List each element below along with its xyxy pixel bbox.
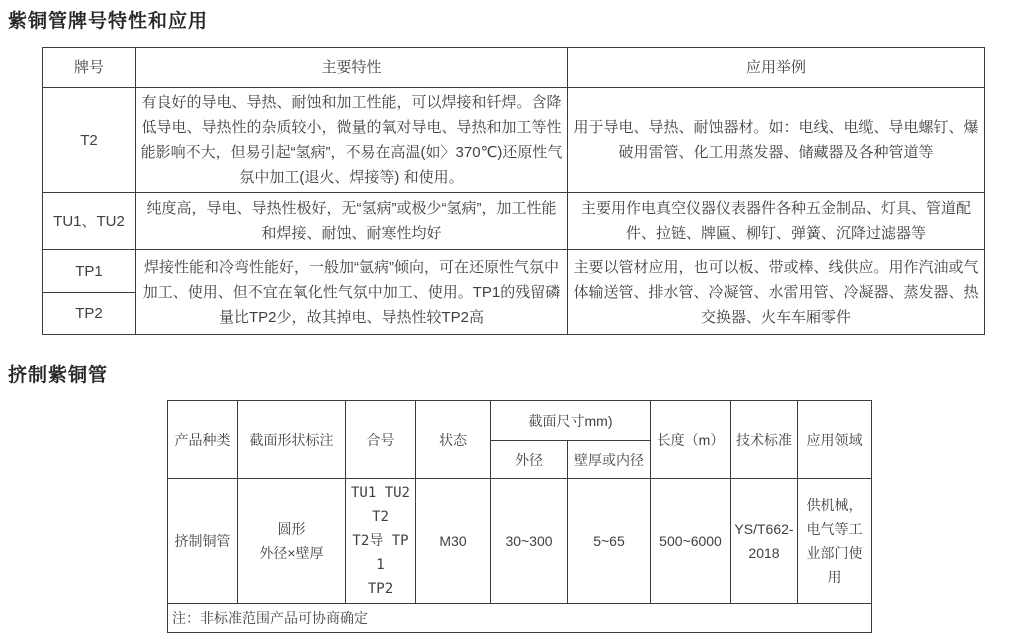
grade-cell-tu: TU1、TU2 — [43, 193, 136, 250]
extruded-tube-spec-table — [167, 400, 872, 633]
header-grade: 牌号 — [43, 48, 136, 88]
ext-table-note-row — [168, 604, 872, 633]
grades-line-1: TU1 TU2 T2 — [350, 485, 410, 525]
section-title-grade-characteristics: 紫铜管牌号特性和应用 — [8, 11, 209, 32]
header-application-field: 应用领域 — [798, 401, 872, 479]
section-title-extruded-tube: 挤制紫铜管 — [8, 365, 109, 386]
cell-state: M30 — [416, 479, 491, 604]
header-wall-or-inner: 壁厚或内径 — [568, 441, 651, 479]
cell-outer-diameter: 30~300 — [491, 479, 568, 604]
applications-cell-tp: 主要以管材应用，也可以板、带或棒、线供应。用作汽油或气体输送管、排水管、冷凝管、水雷用管、冷凝器、蒸发器、热交换器、火车车厢零件 — [568, 250, 985, 335]
cell-application-field: 供机械，电气等工业部门使用 — [798, 479, 872, 604]
cell-tech-standard: YS/T662-2018 — [731, 479, 798, 604]
header-applications: 应用举例 — [568, 48, 985, 88]
header-tech-standard: 技术标准 — [731, 401, 798, 479]
header-features: 主要特性 — [136, 48, 568, 88]
grades-line-2: T2导 TP1 — [352, 533, 409, 573]
cell-product-type: 挤制铜管 — [168, 479, 238, 604]
header-state: 状态 — [416, 401, 491, 479]
applications-cell-t2: 用于导电、导热、耐蚀器材。如：电线、电缆、导电螺钉、爆破用雷管、化工用蒸发器、储藏器及各种管道等 — [568, 88, 985, 193]
shape-line-2: 外径×壁厚 — [259, 545, 324, 561]
table-row — [43, 88, 985, 193]
cell-grades — [346, 479, 416, 604]
cell-wall-or-inner: 5~65 — [568, 479, 651, 604]
shape-line-1: 圆形 — [277, 521, 306, 537]
note-cell: 注：非标准范围产品可协商确定 — [168, 604, 872, 633]
features-cell-t2: 有良好的导电、导热、耐蚀和加工性能，可以焊接和钎焊。含降低导电、导热性的杂质较小，微量的氧对导电、导热和加工等性能影响不大，但易引起“氢病”，不易在高温(如〉370℃)还原性气氛中加工(退火、焊接等) 和使用。 — [136, 88, 568, 193]
grade-cell-tp2: TP2 — [43, 293, 136, 335]
header-grade: 合号 — [346, 401, 416, 479]
grade-cell-t2: T2 — [43, 88, 136, 193]
ext-table-header-row-1 — [168, 401, 872, 441]
features-cell-tp: 焊接性能和冷弯性能好，一般加“氩病”倾向，可在还原性气氛中加工、使用、但不宜在氧化性气氛中加工、使用。TP1的残留磷量比TP2少，故其掉电、导热性较TP2高 — [136, 250, 568, 335]
grade-table-header-row — [43, 48, 985, 88]
header-section-size: 截面尺寸mm) — [491, 401, 651, 441]
applications-cell-tu: 主要用作电真空仪器仪表器件各种五金制品、灯具、管道配件、拉链、牌匾、柳钉、弹簧、沉降过滤器等 — [568, 193, 985, 250]
ext-table-data-row — [168, 479, 872, 604]
grade-characteristics-table — [42, 47, 985, 335]
header-length: 长度（m） — [651, 401, 731, 479]
table-row — [43, 193, 985, 250]
grades-line-3: TP2 — [367, 581, 394, 597]
cell-length: 500~6000 — [651, 479, 731, 604]
features-cell-tu: 纯度高，导电、导热性极好，无“氢病”或极少“氢病”，加工性能和焊接、耐蚀、耐寒性均好 — [136, 193, 568, 250]
cell-section-shape — [238, 479, 346, 604]
header-section-shape: 截面形状标注 — [238, 401, 346, 479]
table-row — [43, 250, 985, 293]
header-outer-diameter: 外径 — [491, 441, 568, 479]
header-product-type: 产品种类 — [168, 401, 238, 479]
grade-cell-tp1: TP1 — [43, 250, 136, 293]
